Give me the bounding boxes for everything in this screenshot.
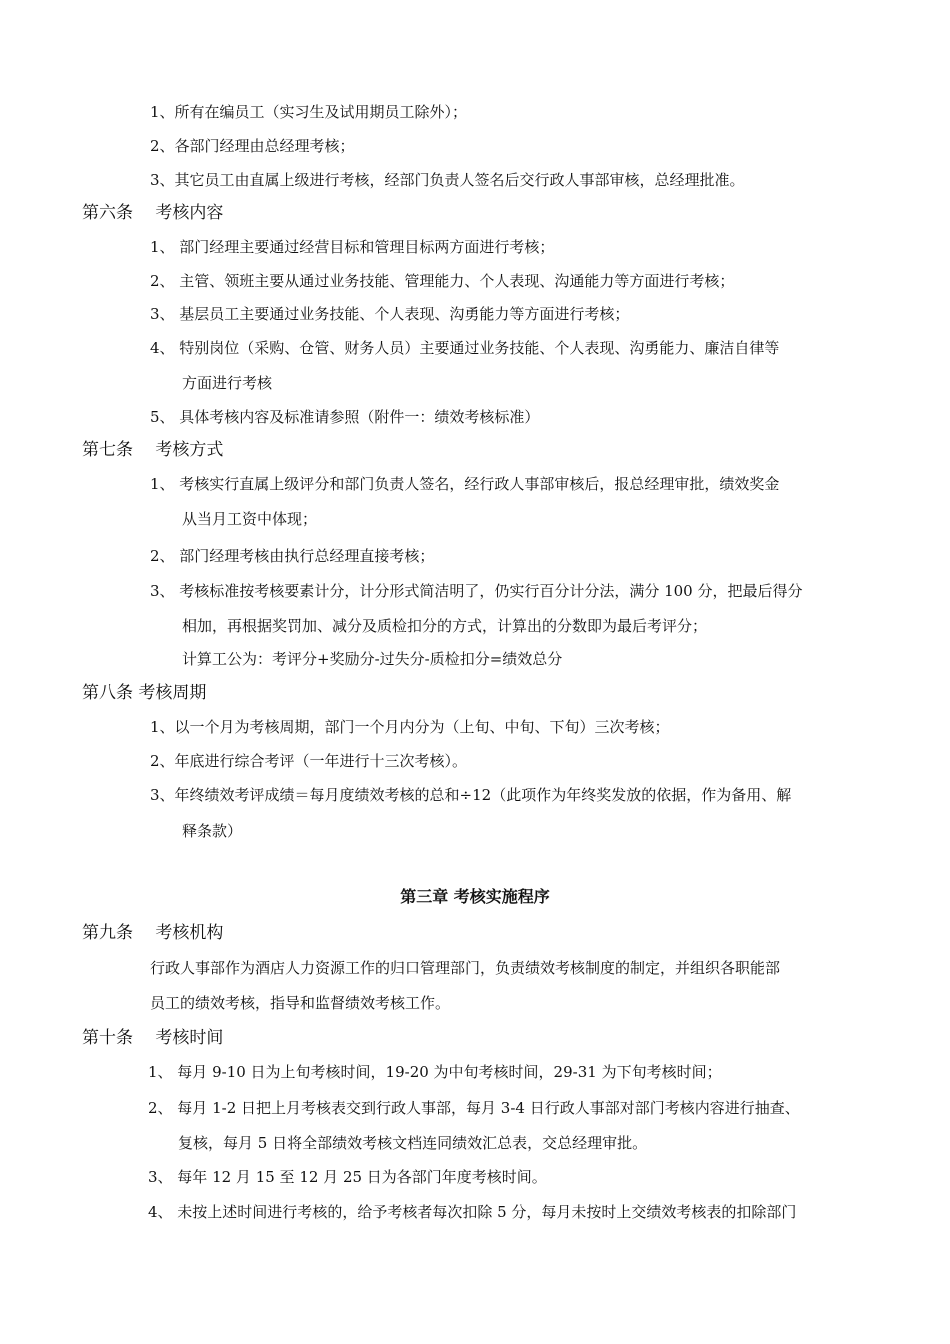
article-7-line: 3、 考核标准按考核要素计分，计分形式简洁明了，仍实行百分计分法，满分 100 分，把最后得分 (150, 582, 803, 600)
article-10-line: 2、 每月 1-2 日把上月考核表交到行政人事部，每月 3-4 日行政人事部对部门考核内容进行抽查、 (148, 1099, 800, 1117)
sec5-item-2: 2、各部门经理由总经理考核； (150, 137, 355, 155)
article-8-heading: 第八条 考核周期 (82, 683, 207, 703)
article-8-line: 释条款） (182, 822, 243, 840)
article-10-line: 3、 每年 12 月 15 至 12 月 25 日为各部门年度考核时间。 (148, 1168, 547, 1186)
article-7-line: 2、 部门经理考核由执行总经理直接考核； (150, 547, 435, 565)
article-9-line: 员工的绩效考核，指导和监督绩效考核工作。 (150, 994, 451, 1012)
article-8-line: 3、年终绩效考评成绩＝每月度绩效考核的总和÷12（此项作为年终奖发放的依据，作为备用、解 (150, 786, 792, 804)
article-6-line: 3、 基层员工主要通过业务技能、个人表现、沟勇能力等方面进行考核； (150, 305, 630, 323)
article-6-line: 5、 具体考核内容及标准请参照（附件一：绩效考核标准） (150, 408, 540, 426)
article-9-line: 行政人事部作为酒店人力资源工作的归口管理部门，负责绩效考核制度的制定，并组织各职能部 (150, 959, 781, 977)
article-6-heading: 第六条 考核内容 (82, 203, 224, 223)
sec5-item-3: 3、其它员工由直属上级进行考核，经部门负责人签名后交行政人事部审核，总经理批准。 (150, 171, 745, 189)
article-9-heading: 第九条 考核机构 (82, 923, 224, 943)
article-10-line: 4、 未按上述时间进行考核的，给予考核者每次扣除 5 分，每月未按时上交绩效考核表的扣除部门 (148, 1203, 797, 1221)
article-7-line: 相加，再根据奖罚加、减分及质检扣分的方式，计算出的分数即为最后考评分； (182, 617, 708, 635)
chapter-title: 第三章 考核实施程序 (400, 887, 550, 906)
article-8-line: 1、以一个月为考核周期，部门一个月内分为（上旬、中旬、下旬）三次考核； (150, 718, 670, 736)
article-7-line: 从当月工资中体现； (182, 510, 318, 528)
article-6-line: 2、 主管、领班主要从通过业务技能、管理能力、个人表现、沟通能力等方面进行考核； (150, 272, 735, 290)
article-10-line: 复核，每月 5 日将全部绩效考核文档连同绩效汇总表，交总经理审批。 (178, 1134, 648, 1152)
article-6-line: 4、 特别岗位（采购、仓管、财务人员）主要通过业务技能、个人表现、沟勇能力、廉洁自律等 (150, 339, 780, 357)
sec5-item-1: 1、所有在编员工（实习生及试用期员工除外）； (150, 103, 468, 121)
article-10-line: 1、 每月 9-10 日为上旬考核时间，19-20 为中旬考核时间，29-31 为下旬考核时间； (148, 1063, 722, 1081)
article-6-line: 1、 部门经理主要通过经营目标和管理目标两方面进行考核； (150, 238, 555, 256)
article-10-heading: 第十条 考核时间 (82, 1028, 224, 1048)
article-7-line: 计算工公为：考评分+奖励分-过失分-质检扣分=绩效总分 (182, 650, 563, 668)
article-8-line: 2、年底进行综合考评（一年进行十三次考核）。 (150, 752, 468, 770)
article-7-heading: 第七条 考核方式 (82, 440, 224, 460)
article-6-line: 方面进行考核 (182, 374, 273, 392)
article-7-line: 1、 考核实行直属上级评分和部门负责人签名，经行政人事部审核后，报总经理审批，绩效奖金 (150, 475, 780, 493)
